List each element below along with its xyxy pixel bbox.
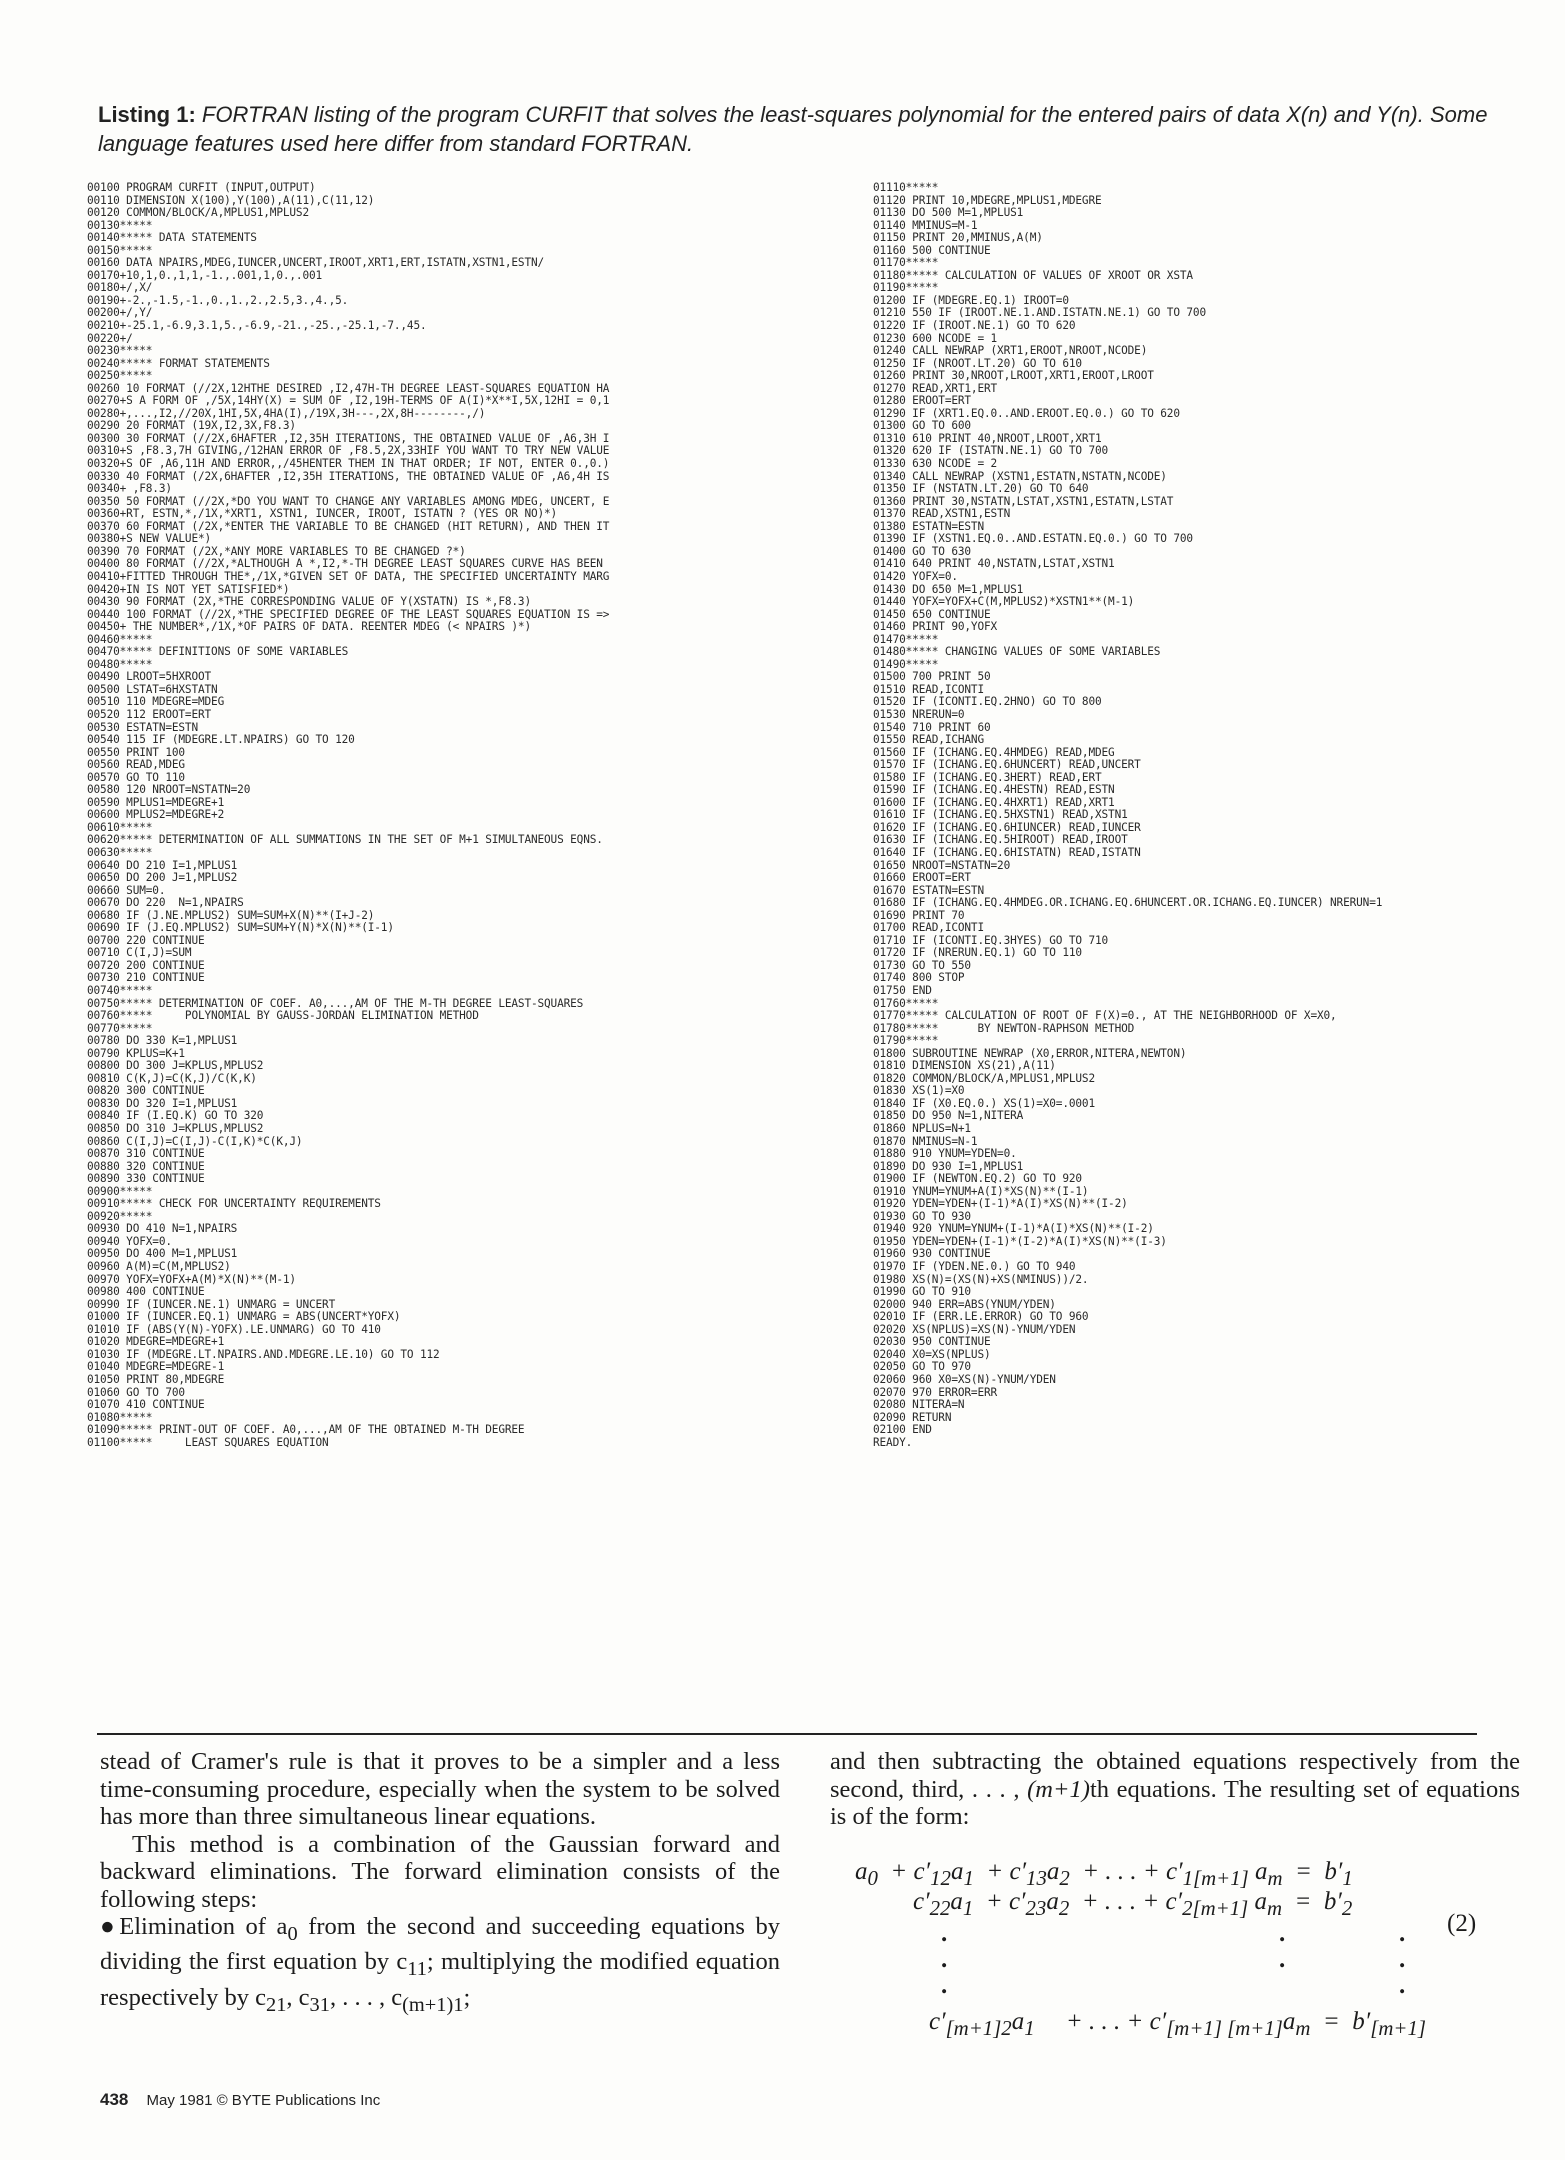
code-line: 01620 IF (ICHANG.EQ.6HIUNCER) READ,IUNCER: [873, 820, 1141, 834]
code-line: 00490 LROOT=5HXROOT: [87, 670, 212, 684]
code-line: 02040 X0=XS(NPLUS): [873, 1347, 991, 1361]
code-line: 00460*****: [87, 632, 153, 646]
code-line: 00770*****: [87, 1021, 153, 1035]
code-line: 01130 DO 500 M=1,MPLUS1: [873, 206, 1024, 220]
code-line: 01490*****: [873, 657, 939, 671]
code-line: 01530 NRERUN=0: [873, 707, 965, 721]
code-line: 01970 IF (YDEN.NE.0.) GO TO 940: [873, 1260, 1076, 1274]
code-line: 00630*****: [87, 845, 153, 859]
code-line: 01650 NROOT=NSTATN=20: [873, 858, 1011, 872]
text-run: , c: [286, 1983, 310, 2011]
code-line: 00790 KPLUS=K+1: [87, 1046, 185, 1060]
code-line: 01820 COMMON/BLOCK/A,MPLUS1,MPLUS2: [873, 1071, 1095, 1085]
code-line: 00990 IF (IUNCER.NE.1) UNMARG = UNCERT: [87, 1297, 336, 1311]
code-line: 01220 IF (IROOT.NE.1) GO TO 620: [873, 319, 1076, 333]
code-line: 01960 930 CONTINUE: [873, 1247, 991, 1261]
code-line: 01580 IF (ICHANG.EQ.3HERT) READ,ERT: [873, 770, 1102, 784]
code-line: 00520 112 EROOT=ERT: [87, 707, 212, 721]
code-line: 00180+/,X/: [87, 281, 153, 295]
code-line: 00530 ESTATN=ESTN: [87, 720, 198, 734]
code-line: 00660 SUM=0.: [87, 883, 166, 897]
code-line: 01230 600 NCODE = 1: [873, 331, 998, 345]
code-line: 00510 110 MDEGRE=MDEG: [87, 695, 225, 709]
code-line: 00170+10,1,0.,1,1,-1.,.001,1,0.,.001: [87, 268, 323, 282]
code-line: 00800 DO 300 J=KPLUS,MPLUS2: [87, 1059, 264, 1073]
code-line: 01250 IF (NROOT.LT.20) GO TO 610: [873, 356, 1082, 370]
code-line: 02050 GO TO 970: [873, 1360, 971, 1374]
ellipsis-dot: .: [1399, 1920, 1406, 1947]
code-line: 01260 PRINT 30,NROOT,LROOT,XRT1,EROOT,LROOT: [873, 369, 1154, 383]
code-line: 00320+S OF ,A6,11H AND ERROR,,/45HENTER THEM IN THAT ORDER; IF NOT, ENTER 0.,0.): [87, 457, 610, 471]
code-line: 00850 DO 310 J=KPLUS,MPLUS2: [87, 1122, 264, 1136]
code-line: 00150*****: [87, 243, 153, 257]
code-line: 00250*****: [87, 369, 153, 383]
code-line: 00580 120 NROOT=NSTATN=20: [87, 783, 251, 797]
code-line: 00590 MPLUS1=MDEGRE+1: [87, 795, 225, 809]
code-line: 01660 EROOT=ERT: [873, 871, 971, 885]
code-line: 01270 READ,XRT1,ERT: [873, 381, 998, 395]
code-line: 01680 IF (ICHANG.EQ.4HMDEG.OR.ICHANG.EQ.6HUNCERT.OR.ICHANG.EQ.IUNCER) NRERUN=1: [873, 896, 1383, 910]
code-line: READY.: [873, 1435, 913, 1449]
code-listing-right: [873, 182, 1565, 1449]
code-line: 01390 IF (XSTN1.EQ.0..AND.ESTATN.EQ.0.) GO TO 700: [873, 532, 1193, 546]
code-line: 00450+ THE NUMBER*,/1X,*OF PAIRS OF DATA. REENTER MDEG (< NPAIRS )*): [87, 620, 531, 634]
code-line: 00960 A(M)=C(M,MPLUS2): [87, 1260, 231, 1274]
code-line: 00940 YOFX=0.: [87, 1234, 172, 1248]
code-line: 00710 C(I,J)=SUM: [87, 946, 192, 960]
code-line: 02010 IF (ERR.LE.ERROR) GO TO 960: [873, 1310, 1089, 1324]
code-line: 00930 DO 410 N=1,NPAIRS: [87, 1222, 238, 1236]
code-line: 01400 GO TO 630: [873, 544, 971, 558]
ellipsis-dot: .: [1279, 1946, 1286, 1973]
code-line: 02030 950 CONTINUE: [873, 1335, 991, 1349]
code-line: 00920*****: [87, 1209, 153, 1223]
code-line: 00560 READ,MDEG: [87, 758, 185, 772]
code-line: 02060 960 X0=XS(N)-YNUM/YDEN: [873, 1372, 1056, 1386]
bullet-paragraph: ●Elimination of $a_0$ from the second and succeeding equations by dividing the first equation by $c_{11}$; multiplying the modified equation respectively by $c_{21}$, $c_{31}$, . . . , $c_{(m+1)1}$;: [100, 1913, 780, 2016]
code-line: 00430 90 FORMAT (2X,*THE CORRESPONDING VALUE OF Y(XSTATN) IS *,F8.3): [87, 595, 531, 609]
code-line: 01350 IF (NSTATN.LT.20) GO TO 640: [873, 482, 1089, 496]
code-line: 00640 DO 210 I=1,MPLUS1: [87, 858, 238, 872]
code-line: 01050 PRINT 80,MDEGRE: [87, 1372, 225, 1386]
code-line: 01890 DO 930 I=1,MPLUS1: [873, 1159, 1024, 1173]
code-line: 01980 XS(N)=(XS(N)+XS(NMINUS))/2.: [873, 1272, 1089, 1286]
code-line: 00610*****: [87, 820, 153, 834]
code-line: 01320 620 IF (ISTATN.NE.1) GO TO 700: [873, 444, 1109, 458]
code-line: 01850 DO 950 N=1,NITERA: [873, 1109, 1024, 1123]
code-line: 01540 710 PRINT 60: [873, 720, 991, 734]
page-number: 438: [100, 2090, 129, 2109]
code-line: 00140***** DATA STATEMENTS: [87, 231, 257, 245]
code-line: 01030 IF (MDEGRE.LT.NPAIRS.AND.MDEGRE.LE.10) GO TO 112: [87, 1347, 440, 1361]
ellipsis-dot: .: [1399, 1972, 1406, 1999]
code-line: 00810 C(K,J)=C(K,J)/C(K,K): [87, 1071, 257, 1085]
code-line: 00110 DIMENSION X(100),Y(100),A(11),C(11,12): [87, 193, 375, 207]
code-line: 00910***** CHECK FOR UNCERTAINTY REQUIREMENTS: [87, 1197, 381, 1211]
code-line: 01290 IF (XRT1.EQ.0..AND.EROOT.EQ.0.) GO TO 620: [873, 406, 1180, 420]
code-line: 02020 XS(NPLUS)=XS(N)-YNUM/YDEN: [873, 1322, 1076, 1336]
code-line: 01710 IF (ICONTI.EQ.3HYES) GO TO 710: [873, 933, 1109, 947]
code-line: 01730 GO TO 550: [873, 958, 971, 972]
code-line: 00880 320 CONTINUE: [87, 1159, 205, 1173]
code-line: 01430 DO 650 M=1,MPLUS1: [873, 582, 1024, 596]
code-line: 01310 610 PRINT 40,NROOT,LROOT,XRT1: [873, 431, 1102, 445]
code-line: 01520 IF (ICONTI.EQ.2HNO) GO TO 800: [873, 695, 1102, 709]
text-run: and then subtracting the obtained equations respectively from the second, third, . . . ,: [830, 1748, 1520, 1803]
code-line: 01070 410 CONTINUE: [87, 1398, 205, 1412]
code-line: 00650 DO 200 J=1,MPLUS2: [87, 871, 238, 885]
code-line: 01950 YDEN=YDEN+(I-1)*(I-2)*A(I)*XS(N)**(I-3): [873, 1234, 1167, 1248]
code-line: 01090***** PRINT-OUT OF COEF. A0,...,AM OF THE OBTAINED M-TH DEGREE: [87, 1423, 525, 1437]
code-line: 02100 END: [873, 1423, 932, 1437]
code-line: 00300 30 FORMAT (//2X,6HAFTER ,I2,35H ITERATIONS, THE OBTAINED VALUE OF ,A6,3H I: [87, 431, 610, 445]
code-line: 02000 940 ERR=ABS(YNUM/YDEN): [873, 1297, 1056, 1311]
code-line: 01410 640 PRINT 40,NSTATN,LSTAT,XSTN1: [873, 557, 1115, 571]
code-line: 01120 PRINT 10,MDEGRE,MPLUS1,MDEGRE: [873, 193, 1102, 207]
code-line: 00670 DO 220 N=1,NPAIRS: [87, 896, 244, 910]
code-line: 01150 PRINT 20,MMINUS,A(M): [873, 231, 1043, 245]
code-line: 00290 20 FORMAT (19X,I2,3X,F8.3): [87, 419, 296, 433]
code-line: 00950 DO 400 M=1,MPLUS1: [87, 1247, 238, 1261]
text-run: , . . . , c: [329, 1983, 403, 2011]
code-line: 00600 MPLUS2=MDEGRE+2: [87, 808, 225, 822]
code-line: 01860 NPLUS=N+1: [873, 1122, 971, 1136]
code-line: 01870 NMINUS=N-1: [873, 1134, 978, 1148]
code-line: 00330 40 FORMAT (/2X,6HAFTER ,I2,35H ITERATIONS, THE OBTAINED VALUE OF ,A6,4H IS: [87, 469, 610, 483]
paragraph: This method is a combination of the Gaussian forward and backward eliminations. The forward elimination consists of the following steps:: [100, 1830, 780, 1913]
code-line: 00310+S ,F8.3,7H GIVING,/12HAN ERROR OF ,F8.5,2X,33HIF YOU WANT TO TRY NEW VALUE: [87, 444, 610, 458]
code-line: 00890 330 CONTINUE: [87, 1172, 205, 1186]
code-line: 01510 READ,ICONTI: [873, 682, 984, 696]
code-line: 01080*****: [87, 1410, 153, 1424]
code-line: 01500 700 PRINT 50: [873, 670, 991, 684]
code-line: 01750 END: [873, 984, 932, 997]
code-line: 01470*****: [873, 632, 939, 646]
code-line: 01020 MDEGRE=MDEGRE+1: [87, 1335, 225, 1349]
code-line: 00270+S A FORM OF ,/5X,14HY(X) = SUM OF ,I2,19H-TERMS OF A(I)*X**I,5X,12HI = 0,1: [87, 394, 610, 408]
code-line: 01330 630 NCODE = 2: [873, 457, 998, 471]
code-line: 00720 200 CONTINUE: [87, 958, 205, 972]
code-line: 00210+-25.1,-6.9,3.1,5.,-6.9,-21.,-25.,-25.1,-7.,45.: [87, 319, 427, 333]
code-line: 00970 YOFX=YOFX+A(M)*X(N)**(M-1): [87, 1272, 296, 1286]
code-line: 01160 500 CONTINUE: [873, 243, 991, 257]
text-run: Elimination of a: [119, 1913, 288, 1940]
code-line: 01340 CALL NEWRAP (XSTN1,ESTATN,NSTATN,NCODE): [873, 469, 1167, 483]
code-line: 02080 NITERA=N: [873, 1398, 965, 1412]
code-line: 00750***** DETERMINATION OF COEF. A0,...,AM OF THE M-TH DEGREE LEAST-SQUARES: [87, 996, 584, 1010]
code-line: 01550 READ,ICHANG: [873, 733, 984, 747]
code-line: 01380 ESTATN=ESTN: [873, 519, 984, 533]
code-line: 01780***** BY NEWTON-RAPHSON METHOD: [873, 1021, 1135, 1035]
divider-rule: [97, 1733, 1477, 1735]
code-line: 00370 60 FORMAT (/2X,*ENTER THE VARIABLE TO BE CHANGED (HIT RETURN), AND THEN IT: [87, 519, 610, 533]
code-line: 01170*****: [873, 256, 939, 270]
body-column-left: [100, 1748, 780, 2019]
equation-row: $c'_{[m+1]2}a_1$ + . . . + $c'_{[m+1] [m+1]}a_m = b'_{[m+1]}$: [929, 2008, 1426, 2040]
code-line: 01810 DIMENSION XS(21),A(11): [873, 1059, 1056, 1073]
code-line: 00130*****: [87, 218, 153, 232]
ellipsis-dot: .: [941, 1972, 948, 1999]
code-line: 01360 PRINT 30,NSTATN,LSTAT,XSTN1,ESTATN,LSTAT: [873, 494, 1174, 508]
code-line: 01240 CALL NEWRAP (XRT1,EROOT,NROOT,NCODE): [873, 344, 1148, 358]
code-line: 00160 DATA NPAIRS,MDEG,IUNCER,UNCERT,IROOT,XRT1,ERT,ISTATN,XSTN1,ESTN/: [87, 256, 545, 270]
code-line: 01880 910 YNUM=YDEN=0.: [873, 1147, 1017, 1161]
text-run: ; multiplying the modified equation respectively by c: [100, 1948, 780, 2011]
code-line: 01930 GO TO 930: [873, 1209, 971, 1223]
code-line: 01590 IF (ICHANG.EQ.4HESTN) READ,ESTN: [873, 783, 1115, 797]
code-line: 01700 READ,ICONTI: [873, 921, 984, 935]
code-line: 00350 50 FORMAT (//2X,*DO YOU WANT TO CHANGE ANY VARIABLES AMONG MDEG, UNCERT, E: [87, 494, 610, 508]
footer-text: May 1981 © BYTE Publications Inc: [146, 2092, 381, 2109]
code-line: 00680 IF (J.NE.MPLUS2) SUM=SUM+X(N)**(I+J-2): [87, 908, 375, 922]
code-line: 00440 100 FORMAT (//2X,*THE SPECIFIED DEGREE OF THE LEAST SQUARES EQUATION IS =>: [87, 607, 610, 621]
code-line: 01990 GO TO 910: [873, 1285, 971, 1299]
code-line: 01900 IF (NEWTON.EQ.2) GO TO 920: [873, 1172, 1082, 1186]
code-line: 01760*****: [873, 996, 939, 1010]
code-line: 00260 10 FORMAT (//2X,12HTHE DESIRED ,I2,47H-TH DEGREE LEAST-SQUARES EQUATION HA: [87, 381, 610, 395]
code-line: 00570 GO TO 110: [87, 770, 185, 784]
code-line: 00980 400 CONTINUE: [87, 1285, 205, 1299]
code-line: 01420 YOFX=0.: [873, 569, 958, 583]
code-line: 00100 PROGRAM CURFIT (INPUT,OUTPUT): [87, 182, 316, 194]
code-line: 00120 COMMON/BLOCK/A,MPLUS1,MPLUS2: [87, 206, 309, 220]
code-line: 00480*****: [87, 657, 153, 671]
code-line: 01770***** CALCULATION OF ROOT OF F(X)=0., AT THE NEIGHBORHOOD OF X=X0,: [873, 1009, 1337, 1023]
code-line: 01110*****: [873, 182, 939, 194]
code-line: 01100***** LEAST SQUARES EQUATION: [87, 1435, 329, 1449]
paragraph: stead of Cramer's rule is that it proves to be a simpler and a less time-consuming procedure, especially when the system to be solved has more than three simultaneous linear equations.: [100, 1748, 780, 1830]
code-line: 00760***** POLYNOMIAL BY GAUSS-JORDAN ELIMINATION METHOD: [87, 1009, 479, 1023]
code-line: 00340+ ,F8.3): [87, 482, 172, 496]
page-footer: [100, 2090, 380, 2110]
code-line: 00730 210 CONTINUE: [87, 971, 205, 985]
code-line: 01060 GO TO 700: [87, 1385, 185, 1399]
code-line: 01190*****: [873, 281, 939, 295]
code-line: 01840 IF (X0.EQ.0.) XS(1)=X0=.0001: [873, 1096, 1095, 1110]
code-line: 00540 115 IF (MDEGRE.LT.NPAIRS) GO TO 120: [87, 733, 355, 747]
code-line: 00220+/: [87, 331, 133, 345]
code-line: 00690 IF (J.EQ.MPLUS2) SUM=SUM+Y(N)*X(N)**(I-1): [87, 921, 394, 935]
code-line: 02090 RETURN: [873, 1410, 952, 1424]
code-line: 01920 YDEN=YDEN+(I-1)*A(I)*XS(N)**(I-2): [873, 1197, 1128, 1211]
equation-system: [855, 1858, 1495, 2038]
code-line: 00200+/,Y/: [87, 306, 153, 320]
code-line: 01600 IF (ICHANG.EQ.4HXRT1) READ,XRT1: [873, 795, 1115, 809]
code-line: 01940 920 YNUM=YNUM+(I-1)*A(I)*XS(N)**(I-2): [873, 1222, 1154, 1236]
equation-row: $c'_{22}a_1 + c'_{23}a_2$ + . . . + $c'_{2[m+1]}$ $a_m = b'_2$: [913, 1888, 1353, 1920]
listing-caption: [98, 100, 1488, 158]
code-line: 01690 PRINT 70: [873, 908, 965, 922]
code-line: 00280+,...,I2,//20X,1HI,5X,4HA(I),/19X,3H---,2X,8H--------,/): [87, 406, 486, 420]
code-line: 00230*****: [87, 344, 153, 358]
code-line: 00840 IF (I.EQ.K) GO TO 320: [87, 1109, 264, 1123]
code-line: 01210 550 IF (IROOT.NE.1.AND.ISTATN.NE.1) GO TO 700: [873, 306, 1206, 320]
code-line: 00550 PRINT 100: [87, 745, 185, 759]
code-line: 01800 SUBROUTINE NEWRAP (X0,ERROR,NITERA,NEWTON): [873, 1046, 1187, 1060]
code-line: 00400 80 FORMAT (//2X,*ALTHOUGH A *,I2,*-TH DEGREE LEAST SQUARES CURVE HAS BEEN: [87, 557, 603, 571]
code-listing-left: [87, 182, 847, 1449]
ellipsis-dot: .: [941, 1920, 948, 1947]
paragraph: [830, 1748, 1520, 1831]
code-line: 00360+RT, ESTN,*,/1X,*XRT1, XSTN1, IUNCER, IROOT, ISTATN ? (YES OR NO)*): [87, 507, 558, 521]
caption-label: Listing 1:: [98, 102, 196, 127]
code-line: 00700 220 CONTINUE: [87, 933, 205, 947]
code-line: 01180***** CALCULATION OF VALUES OF XROOT OR XSTA: [873, 268, 1193, 282]
code-line: 00380+S NEW VALUE*): [87, 532, 212, 546]
code-line: 00240***** FORMAT STATEMENTS: [87, 356, 270, 370]
code-line: 01610 IF (ICHANG.EQ.5HXSTN1) READ,XSTN1: [873, 808, 1128, 822]
code-line: 00390 70 FORMAT (/2X,*ANY MORE VARIABLES TO BE CHANGED ?*): [87, 544, 466, 558]
code-line: 01830 XS(1)=X0: [873, 1084, 965, 1098]
code-line: 00620***** DETERMINATION OF ALL SUMMATIONS IN THE SET OF M+1 SIMULTANEOUS EQNS.: [87, 833, 603, 847]
code-line: 01280 EROOT=ERT: [873, 394, 971, 408]
code-line: 00420+IN IS NOT YET SATISFIED*): [87, 582, 290, 596]
caption-text: FORTRAN listing of the program CURFIT that solves the least-squares polynomial for the entered pairs of data X(n) and Y(n). Some language features used here differ from standard FORTRAN.: [98, 102, 1488, 156]
code-line: 01790*****: [873, 1034, 939, 1048]
equation-number: (2): [1447, 1910, 1477, 1937]
text-run: th equations. The resulting set of equations is of the form:: [830, 1775, 1520, 1830]
code-line: 01040 MDEGRE=MDEGRE-1: [87, 1360, 225, 1374]
body-column-right: [830, 1748, 1520, 1831]
code-line: 01000 IF (IUNCER.EQ.1) UNMARG = ABS(UNCERT*YOFX): [87, 1310, 401, 1324]
code-line: 00900*****: [87, 1184, 153, 1198]
code-line: 00740*****: [87, 984, 153, 997]
code-line: 01440 YOFX=YOFX+C(M,MPLUS2)*XSTN1**(M-1): [873, 595, 1135, 609]
code-line: 01720 IF (NRERUN.EQ.1) GO TO 110: [873, 946, 1082, 960]
code-line: 00870 310 CONTINUE: [87, 1147, 205, 1161]
code-line: 01140 MMINUS=M-1: [873, 218, 978, 232]
code-line: 01630 IF (ICHANG.EQ.5HIROOT) READ,IROOT: [873, 833, 1128, 847]
code-line: 01300 GO TO 600: [873, 419, 971, 433]
code-line: 00820 300 CONTINUE: [87, 1084, 205, 1098]
code-line: 01370 READ,XSTN1,ESTN: [873, 507, 1011, 521]
code-line: 01670 ESTATN=ESTN: [873, 883, 984, 897]
code-line: 00470***** DEFINITIONS OF SOME VARIABLES: [87, 645, 349, 659]
code-line: 00780 DO 330 K=1,MPLUS1: [87, 1034, 238, 1048]
code-line: 01480***** CHANGING VALUES OF SOME VARIABLES: [873, 645, 1161, 659]
code-line: 00410+FITTED THROUGH THE*,/1X,*GIVEN SET OF DATA, THE SPECIFIED UNCERTAINTY MARG: [87, 569, 610, 583]
code-line: 01450 650 CONTINUE: [873, 607, 991, 621]
code-line: 01740 800 STOP: [873, 971, 965, 985]
ellipsis-dot: .: [1279, 1920, 1286, 1947]
code-line: 01010 IF (ABS(Y(N)-YOFX).LE.UNMARG) GO TO 410: [87, 1322, 381, 1336]
code-line: 01200 IF (MDEGRE.EQ.1) IROOT=0: [873, 293, 1069, 307]
code-line: 01570 IF (ICHANG.EQ.6HUNCERT) READ,UNCERT: [873, 758, 1141, 772]
code-line: 00860 C(I,J)=C(I,J)-C(I,K)*C(K,J): [87, 1134, 303, 1148]
code-line: 02070 970 ERROR=ERR: [873, 1385, 998, 1399]
code-line: 01640 IF (ICHANG.EQ.6HISTATN) READ,ISTATN: [873, 845, 1141, 859]
equation-row: $a_0 + c'_{12}a_1 + c'_{13}a_2$ + . . . + $c'_{1[m+1]}$ $a_m = b'_1$: [855, 1858, 1353, 1890]
code-line: 01910 YNUM=YNUM+A(I)*XS(N)**(I-1): [873, 1184, 1089, 1198]
code-line: 01560 IF (ICHANG.EQ.4HMDEG) READ,MDEG: [873, 745, 1115, 759]
code-line: 00500 LSTAT=6HXSTATN: [87, 682, 218, 696]
ellipsis-dot: .: [1399, 1946, 1406, 1973]
text-run: (m+1): [1027, 1775, 1090, 1803]
code-line: 01460 PRINT 90,YOFX: [873, 620, 998, 634]
code-line: 00830 DO 320 I=1,MPLUS1: [87, 1096, 238, 1110]
text-run: from the second and succeeding equations by dividing the first equation by c: [100, 1913, 780, 1976]
ellipsis-dot: .: [941, 1946, 948, 1973]
code-line: 00190+-2.,-1.5,-1.,0.,1.,2.,2.5,3.,4.,5.: [87, 293, 349, 307]
